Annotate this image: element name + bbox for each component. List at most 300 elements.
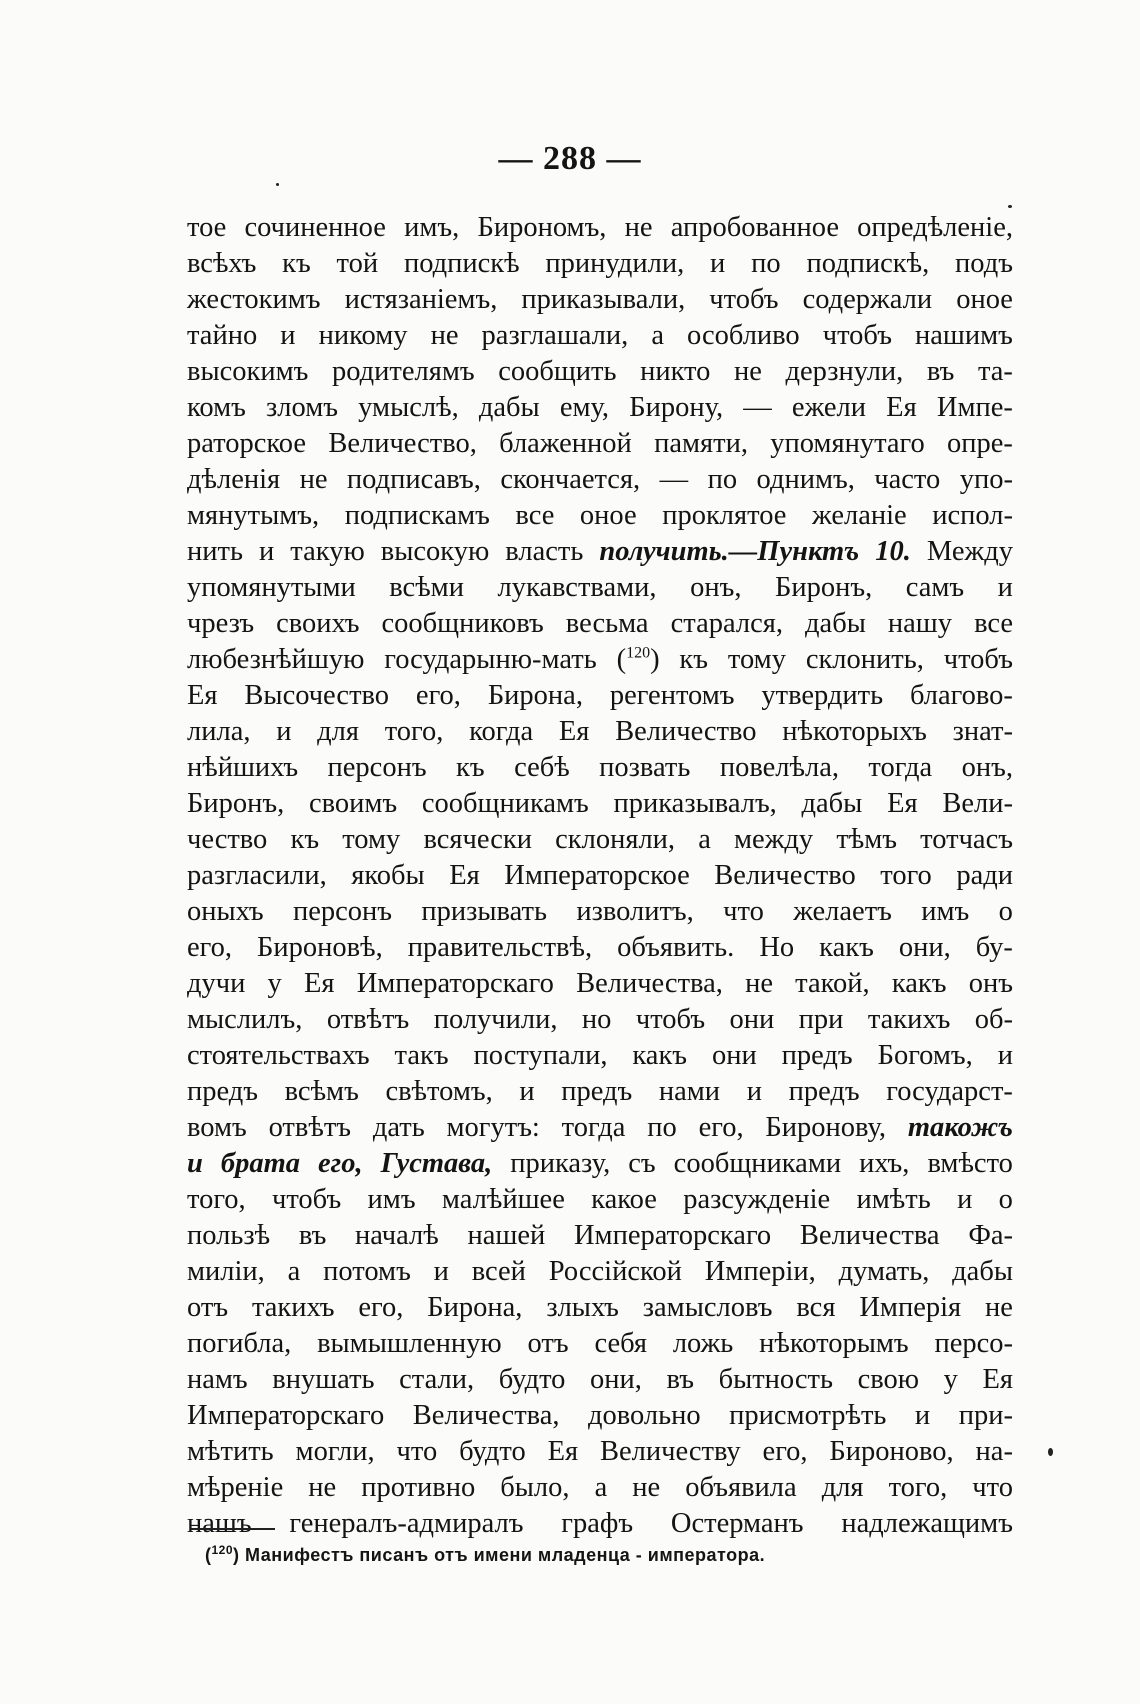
body-text [187, 210, 1013, 1542]
word: къ [456, 752, 485, 783]
word: Императорскаго [356, 968, 554, 999]
word: брата [220, 1148, 301, 1179]
word: никто [640, 356, 711, 387]
word: проклятое [662, 500, 787, 531]
word: такъ [394, 1040, 449, 1071]
text-line [187, 1290, 1013, 1326]
word: такой, [795, 968, 870, 999]
word: вымышленную [317, 1328, 502, 1359]
text-line [187, 390, 1013, 426]
word: и [433, 1256, 449, 1287]
word: Богомъ, [877, 1040, 973, 1071]
word: и [997, 1040, 1013, 1071]
word: для [821, 1472, 864, 1503]
word: скончается, [500, 464, 641, 495]
word: весьма [565, 608, 649, 639]
word: сочиненное [244, 212, 386, 243]
word: персонъ [327, 752, 427, 783]
word: не [985, 1292, 1013, 1323]
word: отъ [527, 1328, 569, 1359]
word: — [743, 392, 772, 423]
word: мѣтить [187, 1436, 274, 1467]
word: вмѣсто [927, 1148, 1013, 1179]
word: апробованное [670, 212, 839, 243]
word: себя [594, 1328, 647, 1359]
text-line [187, 246, 1013, 282]
word: об- [974, 1004, 1013, 1035]
word: онъ, [961, 752, 1013, 783]
word: нашей [467, 1220, 546, 1251]
word: чтобъ [635, 1004, 706, 1035]
word: знат- [952, 716, 1013, 747]
word: тѣмъ [836, 824, 898, 855]
word: часто [874, 464, 941, 495]
word: имъ [921, 896, 970, 927]
word: началѣ [355, 1220, 439, 1251]
word: между [734, 824, 814, 855]
word: получить.—Пунктъ [599, 536, 860, 567]
word: правительствѣ, [407, 932, 593, 963]
word: что [972, 1472, 1013, 1503]
word: нашъ [187, 1508, 252, 1539]
word: Величество, [328, 428, 477, 459]
word: имъ, [404, 212, 460, 243]
word: его, [698, 1112, 744, 1143]
word: дабы [801, 788, 863, 819]
word: 10. [875, 536, 911, 567]
text-line [187, 570, 1013, 606]
footnote: ($^{120}$) Манифестъ писанъ отъ имени младенца - императора. [205, 1543, 766, 1565]
text-line [187, 1110, 1013, 1146]
word: онъ, [690, 572, 742, 603]
word: получили, [433, 1004, 558, 1035]
word: старался, [670, 608, 783, 639]
word: регентомъ [609, 680, 735, 711]
word: могли, [295, 1436, 375, 1467]
word: его, [358, 1292, 404, 1323]
word: Ея [558, 716, 590, 747]
word: не [299, 464, 328, 495]
word: что [723, 896, 764, 927]
word: упомянутыми [187, 572, 356, 603]
word: Между [926, 536, 1013, 567]
word: памяти, [654, 428, 748, 459]
word: тогда [561, 1112, 626, 1143]
word: чтобъ [709, 284, 779, 315]
word: генералъ-адмиралъ [289, 1508, 524, 1539]
text-line [187, 966, 1013, 1002]
word: тотчасъ [920, 824, 1013, 855]
word: нѣйшихъ [187, 752, 299, 783]
word: желаетъ [793, 896, 892, 927]
word: Ея [887, 788, 918, 819]
text-line [187, 1182, 1013, 1218]
word: желаніе [812, 500, 907, 531]
text-line [187, 822, 1013, 858]
text-line [187, 1218, 1013, 1254]
word: малѣйшее [441, 1184, 565, 1215]
word: Величество [615, 716, 757, 747]
word: поступали, [473, 1040, 608, 1071]
word: изволитъ, [576, 896, 694, 927]
word: однимъ, [756, 464, 855, 495]
text-line [187, 210, 1013, 246]
word: подъ [955, 248, 1013, 279]
word: упо- [959, 464, 1013, 495]
word: разгласили, [187, 860, 327, 891]
word: какъ [891, 968, 947, 999]
word: и [187, 1148, 203, 1179]
word: а [594, 1472, 608, 1503]
text-line [187, 1002, 1013, 1038]
word: оныхъ [187, 896, 264, 927]
word: нить [187, 536, 243, 567]
footnote-divider [191, 1528, 275, 1530]
word: Биронову, [765, 1112, 887, 1143]
word: Биронъ, [187, 788, 285, 819]
word: погибла, [187, 1328, 292, 1359]
word: того [880, 860, 932, 891]
word: сообщниковъ [381, 608, 544, 639]
word: вомъ [187, 1112, 247, 1143]
word: замысловъ [642, 1292, 773, 1323]
word: подпискѣ [403, 248, 520, 279]
word: такую [290, 536, 365, 567]
text-line [187, 750, 1013, 786]
word: сообщникамъ [421, 788, 589, 819]
word: подпискѣ, [806, 248, 930, 279]
word: сообщить [498, 356, 617, 387]
word: жестокимъ [187, 284, 321, 315]
word: Ея [303, 968, 335, 999]
word: всячески [423, 824, 532, 855]
word: раторское [187, 428, 307, 459]
word: по [751, 248, 781, 279]
word: графъ [561, 1508, 634, 1539]
word: благово- [910, 680, 1013, 711]
word: въ [298, 1220, 327, 1251]
text-line [187, 426, 1013, 462]
word: ихъ, [859, 1148, 910, 1179]
word: ради [956, 860, 1013, 891]
word: на- [975, 1436, 1013, 1467]
word: приказу, [510, 1148, 611, 1179]
text-line [187, 498, 1013, 534]
word: тому [727, 644, 786, 675]
word: опре- [947, 428, 1013, 459]
word: своимъ [308, 788, 398, 819]
word: ($^{120}$) [616, 644, 660, 675]
word: Имперіи, [704, 1256, 816, 1287]
word: когда [469, 716, 534, 747]
word: надлежащимъ [841, 1508, 1013, 1539]
word: а [287, 1256, 301, 1287]
word: будто [498, 1364, 566, 1395]
word: онъ [968, 968, 1013, 999]
word: намъ [187, 1364, 248, 1395]
text-line [187, 930, 1013, 966]
word: стали, [399, 1364, 475, 1395]
word: вся [796, 1292, 836, 1323]
text-line [187, 678, 1013, 714]
word: персонъ [292, 896, 392, 927]
word: злыхъ [546, 1292, 619, 1323]
word: и [276, 716, 292, 747]
word: пользѣ [187, 1220, 271, 1251]
word: упомянутаго [770, 428, 925, 459]
word: не [632, 1472, 661, 1503]
text-line [187, 462, 1013, 498]
word: Бирономъ, [477, 212, 607, 243]
word: предъ [561, 1076, 633, 1107]
word: Ея [547, 1436, 579, 1467]
word: чтобъ [943, 644, 1013, 675]
word: дабы [805, 608, 866, 639]
word: государыню-мать [384, 644, 597, 675]
word: съ [628, 1148, 656, 1179]
word: все [974, 608, 1013, 639]
word: мыслилъ, [187, 1004, 303, 1035]
word: Императорское [504, 860, 690, 891]
word: склоняли, [555, 824, 676, 855]
word: Бироновѣ, [257, 932, 383, 963]
word: ежели [791, 392, 867, 423]
word: Россійской [548, 1256, 682, 1287]
word: Вели- [942, 788, 1013, 819]
word: такихъ [867, 1004, 951, 1035]
word: и [957, 1184, 973, 1215]
word: испол- [932, 500, 1013, 531]
word: будто [459, 1436, 526, 1467]
word: они [711, 1040, 757, 1071]
text-line [187, 642, 1013, 678]
text-line [187, 318, 1013, 354]
word: никому [318, 320, 408, 351]
word: потомъ [323, 1256, 411, 1287]
word: бу- [975, 932, 1013, 963]
word: высокую [380, 536, 490, 567]
word: они, [898, 932, 951, 963]
word: и [710, 248, 726, 279]
word: его, [187, 932, 233, 963]
text-line [187, 534, 1013, 570]
word: подпискамъ [344, 500, 490, 531]
word: позвать [599, 752, 691, 783]
word: призывать [421, 896, 547, 927]
text-line [187, 1398, 1013, 1434]
word: своихъ [276, 608, 360, 639]
word: дучи [187, 968, 246, 999]
word: и [280, 320, 296, 351]
word: чтобъ [272, 1184, 342, 1215]
word: якобы [351, 860, 425, 891]
word: что [396, 1436, 438, 1467]
word: дать [372, 1112, 425, 1143]
word: къ [290, 824, 320, 855]
word: какъ [632, 1040, 688, 1071]
word: отвѣтъ [268, 1112, 352, 1143]
scan-speck [1048, 1448, 1053, 1456]
word: Императорскаго [187, 1400, 385, 1431]
word: тайно [187, 320, 258, 351]
word: тогда [868, 752, 933, 783]
text-line [187, 1254, 1013, 1290]
word: разсужденіе [683, 1184, 831, 1215]
word: ложь [672, 1328, 734, 1359]
word: свою [857, 1364, 920, 1395]
word: въ [666, 1364, 694, 1395]
text-line [187, 1326, 1013, 1362]
word: та- [977, 356, 1013, 387]
word: всей [471, 1256, 526, 1287]
word: Ея [982, 1364, 1013, 1395]
word: они [729, 1004, 775, 1035]
text-line [187, 606, 1013, 642]
word: о [998, 1184, 1013, 1215]
word: при [798, 1004, 844, 1035]
word: особливо [687, 320, 800, 351]
word: лукавствами, [497, 572, 657, 603]
word: и [746, 1076, 762, 1107]
text-line [187, 1038, 1013, 1074]
word: ему, [559, 392, 610, 423]
word: а [698, 824, 711, 855]
page-number: — 288 — [498, 140, 642, 177]
word: при- [958, 1400, 1013, 1431]
word: мѣреніе [187, 1472, 284, 1503]
word: было, [500, 1472, 570, 1503]
text-line [187, 786, 1013, 822]
word: Бирона, [487, 680, 583, 711]
word: повелѣла, [719, 752, 839, 783]
word: Величества, [576, 968, 723, 999]
word: его, [762, 1436, 808, 1467]
word: Бирона, [427, 1292, 523, 1323]
word: стоятельствахъ [187, 1040, 370, 1071]
word: свѣтомъ, [385, 1076, 493, 1107]
word: а [651, 320, 664, 351]
word: объявила [685, 1472, 797, 1503]
word: какое [591, 1184, 657, 1215]
word: нѣкоторыхъ [782, 716, 927, 747]
word: могутъ: [446, 1112, 540, 1143]
word: власть [505, 536, 584, 567]
word: приказывали, [521, 284, 686, 315]
text-line [187, 1146, 1013, 1182]
word: тое [187, 212, 227, 243]
text-line [187, 858, 1013, 894]
word: чество [187, 824, 268, 855]
word: по [647, 1112, 677, 1143]
word: государст- [886, 1076, 1013, 1107]
word: не [733, 356, 762, 387]
word: подписавъ, [346, 464, 481, 495]
word: предъ [187, 1076, 259, 1107]
word: сообщниками [673, 1148, 842, 1179]
word: утвердить [761, 680, 884, 711]
word: о [998, 896, 1013, 927]
text-line [187, 282, 1013, 318]
word: умыслѣ, [358, 392, 459, 423]
word: Ея [187, 680, 218, 711]
word: оное [956, 284, 1013, 315]
word: не [430, 320, 459, 351]
text-line [187, 1506, 1013, 1542]
footnote-text: Манифестъ писанъ отъ имени младенца - императора. [245, 1545, 766, 1565]
word: оное [579, 500, 637, 531]
word: дабы [478, 392, 540, 423]
word: внушать [272, 1364, 375, 1395]
word: къ [282, 248, 311, 279]
text-line [187, 1434, 1013, 1470]
word: опредѣленіе, [857, 212, 1013, 243]
word: комъ [187, 392, 246, 423]
word: блаженной [499, 428, 632, 459]
word: предъ [781, 1040, 853, 1071]
word: себѣ [514, 752, 570, 783]
word: и [997, 572, 1013, 603]
word: миліи, [187, 1256, 265, 1287]
word: Бироново, [829, 1436, 954, 1467]
word: не [745, 968, 773, 999]
word: у [267, 968, 282, 999]
word: Ея [449, 860, 480, 891]
text-line [187, 714, 1013, 750]
word: того, [384, 716, 444, 747]
word: Величеству [600, 1436, 741, 1467]
word: разглашали, [481, 320, 629, 351]
word: имъ [367, 1184, 416, 1215]
word: нашимъ [915, 320, 1013, 351]
text-line [187, 894, 1013, 930]
text-line [187, 1074, 1013, 1110]
word: Импе- [936, 392, 1013, 423]
word: по [707, 464, 738, 495]
word: истязаніемъ, [344, 284, 498, 315]
word: чтобъ [822, 320, 892, 351]
word: всѣмъ [284, 1076, 359, 1107]
word: того, [888, 1472, 948, 1503]
word: дабы [952, 1256, 1013, 1287]
text-line [187, 1470, 1013, 1506]
word: Бирону, [629, 392, 724, 423]
word: какъ [819, 932, 874, 963]
word: того, [187, 1184, 246, 1215]
word: приказывалъ, [613, 788, 777, 819]
word: предъ [788, 1076, 860, 1107]
word: Императорскаго [573, 1220, 772, 1251]
word: высокимъ [187, 356, 309, 387]
text-line [187, 354, 1013, 390]
word: Остерманъ [670, 1508, 804, 1539]
word: къ [679, 644, 709, 675]
word: отвѣтъ [326, 1004, 410, 1035]
word: дерзнули, [785, 356, 904, 387]
word: и [259, 536, 275, 567]
word: зломъ [266, 392, 339, 423]
word: все [515, 500, 555, 531]
word: противно [361, 1472, 476, 1503]
word: лила, [187, 716, 251, 747]
word: довольно [588, 1400, 701, 1431]
word: у [943, 1364, 958, 1395]
word: тому [342, 824, 401, 855]
word: его, [318, 1148, 363, 1179]
word: всѣми [389, 572, 464, 603]
word: и [519, 1076, 535, 1107]
word: Имперія [859, 1292, 962, 1323]
word: но [581, 1004, 612, 1035]
